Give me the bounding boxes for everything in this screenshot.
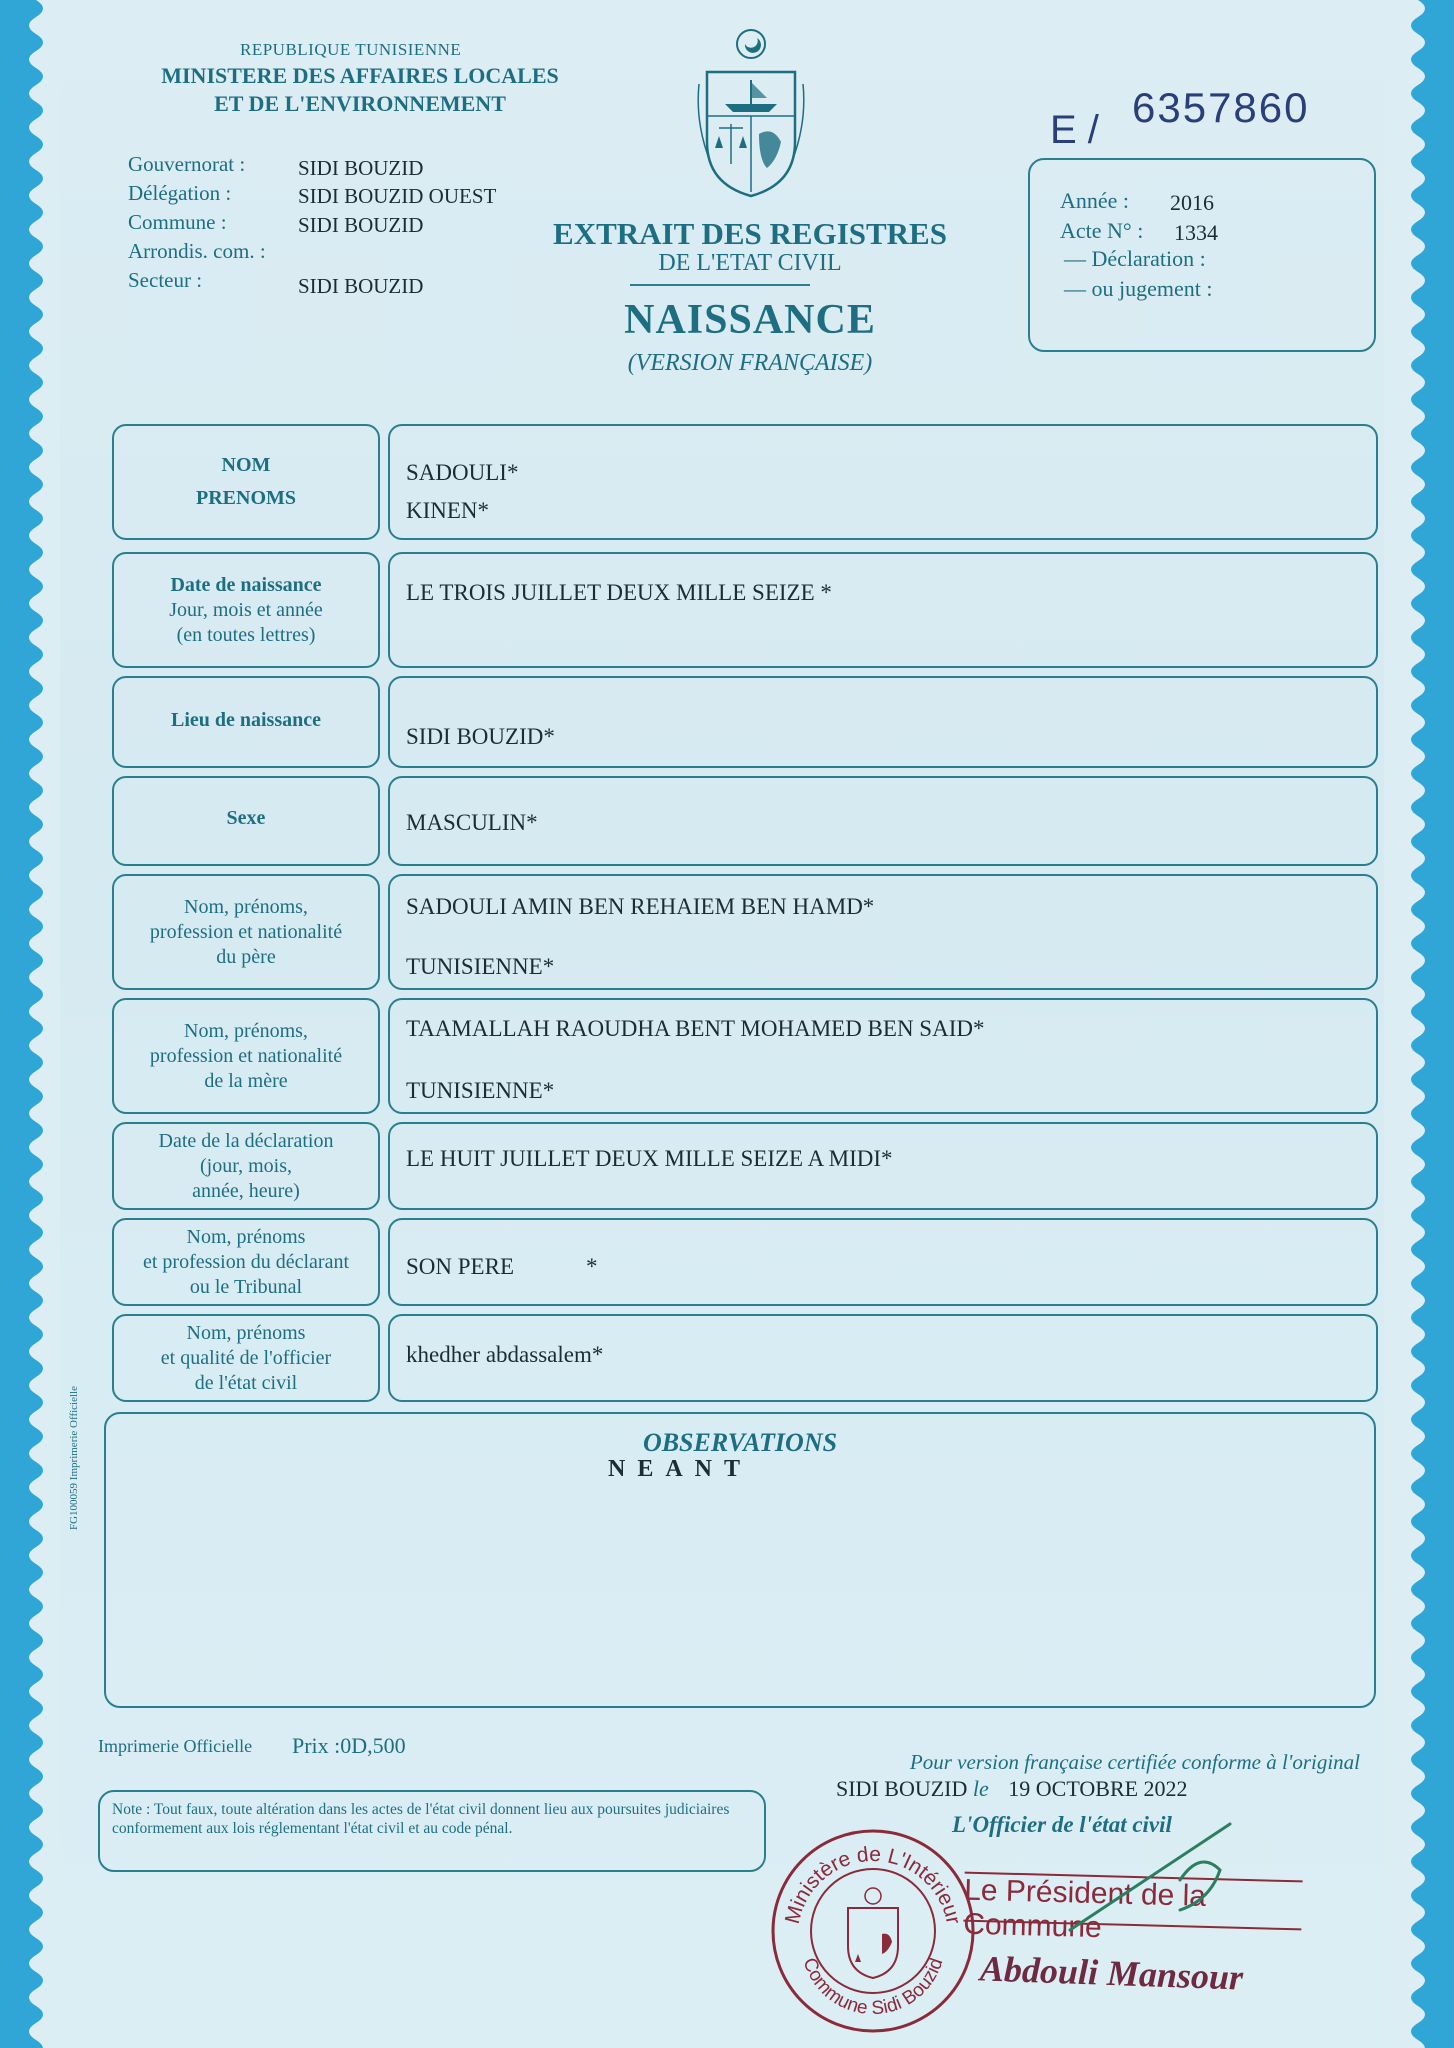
officier-value: khedher abdassalem*: [406, 1342, 604, 1367]
lieu-value-box: [388, 676, 1378, 768]
lieu-label: [112, 676, 380, 768]
republic-label: REPUBLIQUE TUNISIENNE: [240, 40, 462, 59]
date-naissance-value: LE TROIS JUILLET DEUX MILLE SEIZE *: [406, 580, 832, 605]
date-naissance-label-3: (en toutes lettres): [176, 623, 316, 646]
le-label: le: [972, 1776, 989, 1801]
pere-label-2: profession et nationalité: [149, 920, 343, 943]
row-lieu-naissance: [112, 676, 1378, 768]
officier-label: [112, 1314, 380, 1402]
officier-label-3: de l'état civil: [194, 1371, 298, 1394]
acte-number-label: Acte N° :: [1060, 218, 1144, 243]
annee-value: 2016: [1170, 190, 1214, 215]
date-naissance-label-1: Date de naissance: [170, 573, 322, 596]
date-naissance-value-box: [388, 552, 1378, 668]
row-declaration: [112, 1122, 1378, 1210]
certification-note: Pour version française certifiée conforme à l'original: [909, 1750, 1360, 1774]
side-print-code: FG100059 Imprimerie Officielle: [68, 1386, 80, 1530]
pere-value-box: [388, 874, 1378, 990]
pere-label-1: Nom, prénoms,: [184, 895, 308, 918]
gouvernorat-value: SIDI BOUZID: [298, 156, 424, 180]
declaration-value: LE HUIT JUILLET DEUX MILLE SEIZE A MIDI*: [406, 1146, 893, 1171]
president-name: Abdouli Mansour: [979, 1948, 1244, 1998]
jugement-label: — ou jugement :: [1064, 276, 1213, 301]
nom-value: SADOULI*: [406, 460, 519, 485]
prenoms-label-line: PRENOMS: [196, 487, 296, 509]
annee-label: Année :: [1060, 188, 1130, 213]
officier-label-1: Nom, prénoms: [186, 1321, 306, 1344]
date-naissance-label-2: Jour, mois et année: [169, 598, 323, 621]
president-stamp: Le Président de la Commune: [963, 1872, 1302, 1931]
title-divider: [630, 284, 810, 286]
acte-info-box: [1028, 158, 1376, 352]
delegation-label: Délégation :: [128, 181, 232, 205]
declarant-value-star: *: [586, 1254, 598, 1279]
sexe-value: MASCULIN*: [406, 810, 538, 835]
serial-number: 6357860: [1132, 84, 1310, 131]
ministry-line-1: MINISTERE DES AFFAIRES LOCALES: [161, 63, 559, 88]
nom-label: [112, 424, 380, 540]
serial-prefix: E /: [1050, 108, 1099, 152]
mere-label-2: profession et nationalité: [149, 1044, 343, 1067]
row-officier: [112, 1314, 1378, 1402]
mere-name-value: TAAMALLAH RAOUDHA BENT MOHAMED BEN SAID*: [406, 1016, 985, 1041]
mere-value-box: [388, 998, 1378, 1114]
commune-value: SIDI BOUZID: [298, 213, 424, 237]
sexe-label-text: Sexe: [226, 807, 266, 829]
document-title: EXTRAIT DES REGISTRES: [553, 216, 947, 251]
observations-box: [104, 1412, 1376, 1708]
row-date-naissance: [112, 552, 1378, 668]
pere-label-3: du père: [216, 945, 276, 968]
declarant-label-2: et profession du déclarant: [142, 1250, 350, 1273]
declarant-value: SON PERE: [406, 1254, 514, 1279]
imprimerie-label: Imprimerie Officielle: [98, 1736, 253, 1756]
declaration-row-label-2: (jour, mois,: [200, 1154, 292, 1177]
right-security-border: [1384, 0, 1454, 2048]
delegation-value: SIDI BOUZID OUEST: [298, 184, 497, 208]
pere-label: [112, 874, 380, 990]
lieu-label-text: Lieu de naissance: [170, 709, 322, 731]
acte-number-value: 1334: [1174, 220, 1218, 245]
nom-value-box: [388, 424, 1378, 540]
officier-label-2: et qualité de l'officier: [160, 1346, 332, 1369]
coat-of-arms-icon: [695, 24, 807, 199]
secteur-value: SIDI BOUZID: [298, 274, 424, 298]
declaration-row-label: [112, 1122, 380, 1210]
observations-title: OBSERVATIONS: [642, 1428, 838, 1457]
ministry-line-2: ET DE L'ENVIRONNEMENT: [214, 91, 506, 116]
prenoms-value: KINEN*: [406, 498, 490, 523]
nom-label-line: NOM: [221, 454, 271, 476]
secteur-label: Secteur :: [128, 268, 203, 292]
observations-value: NEANT: [607, 1456, 752, 1482]
declaration-label: — Déclaration :: [1064, 246, 1206, 271]
declaration-row-label-1: Date de la déclaration: [158, 1129, 334, 1152]
arrondissement-label: Arrondis. com. :: [128, 239, 266, 263]
issue-date-value: 19 OCTOBRE 2022: [1008, 1776, 1188, 1801]
place-value: SIDI BOUZID: [836, 1776, 968, 1801]
declarant-label-1: Nom, prénoms: [186, 1225, 306, 1248]
date-naissance-label: [112, 552, 380, 668]
price-label: Prix :0D,500: [292, 1733, 406, 1758]
row-pere: [112, 874, 1378, 990]
stamp-round-top-text: Ministère de L'Intérieur: [780, 1842, 965, 1927]
mere-label-1: Nom, prénoms,: [184, 1019, 308, 1042]
row-nom-prenoms: [112, 424, 1378, 540]
place-date-line: [836, 1776, 1188, 1802]
officier-signature-title: L'Officier de l'état civil: [952, 1812, 1172, 1837]
declaration-value-box: [388, 1122, 1378, 1210]
sexe-label: [112, 776, 380, 866]
officier-value-box: [388, 1314, 1378, 1402]
gouvernorat-label: Gouvernorat :: [128, 152, 246, 176]
declaration-row-label-3: année, heure): [192, 1179, 300, 1202]
declarant-value-box: [388, 1218, 1378, 1306]
commune-label: Commune :: [128, 210, 227, 234]
declarant-label-3: ou le Tribunal: [189, 1275, 303, 1298]
row-mere: [112, 998, 1378, 1114]
version-note: (VERSION FRANÇAISE): [627, 350, 873, 376]
declarant-label: [112, 1218, 380, 1306]
pere-name-value: SADOULI AMIN BEN REHAIEM BEN HAMD*: [406, 894, 875, 919]
stamp-round-bottom-text: Commune Sidi Bouzid: [798, 1955, 948, 2020]
pere-nationality-value: TUNISIENNE*: [406, 954, 555, 979]
document-type: NAISSANCE: [624, 297, 876, 343]
legal-note: Note : Tout faux, toute altération dans les actes de l'état civil donnent lieu aux poursuites judiciaires conformement aux lois réglementant l'état civil et au code pénal.: [98, 1790, 766, 1872]
mere-label: [112, 998, 380, 1114]
sexe-value-box: [388, 776, 1378, 866]
ministry-title: [140, 62, 580, 118]
handwritten-signature-icon: [1030, 1820, 1290, 1940]
mere-nationality-value: TUNISIENNE*: [406, 1078, 555, 1103]
mere-label-3: de la mère: [204, 1069, 288, 1092]
row-declarant: [112, 1218, 1378, 1306]
document-subtitle: DE L'ETAT CIVIL: [658, 250, 842, 276]
row-sexe: [112, 776, 1378, 866]
lieu-value: SIDI BOUZID*: [406, 724, 555, 749]
official-round-stamp-icon: [768, 1826, 978, 2036]
